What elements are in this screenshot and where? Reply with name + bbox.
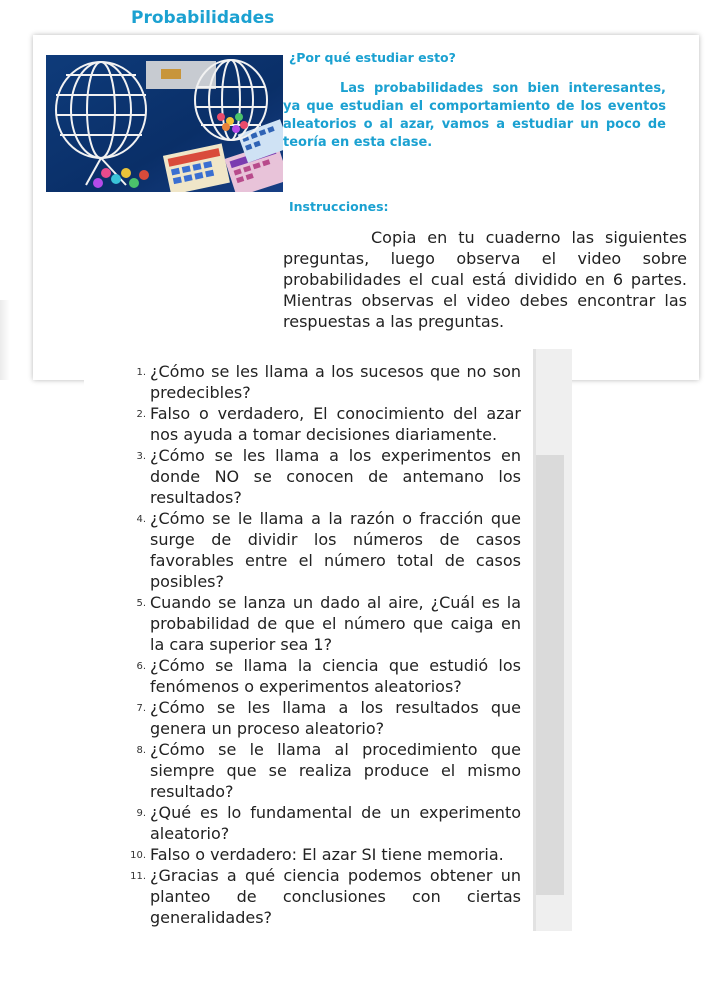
question-text: ¿Cómo se llama la ciencia que estudió los fenómenos o experimentos aleatorios? (150, 656, 521, 696)
scrollbar-thumb[interactable] (536, 455, 564, 895)
page-title: Probabilidades (131, 8, 275, 28)
question-number: 11. (130, 871, 146, 882)
instructions-text: Copia en tu cuaderno las siguientes preguntas, luego observa el video sobre probabilidades el cual está dividido en 6 partes. Mientras observas el video debes encontrar las respuestas a las preguntas. (283, 228, 687, 331)
question-text: ¿Cómo se le llama al procedimiento que siempre que se realiza produce el mismo resultado? (150, 740, 521, 801)
question-number: 1. (136, 367, 146, 378)
question-number: 4. (136, 514, 146, 525)
question-item (130, 865, 521, 928)
question-item (136, 739, 521, 802)
question-item (136, 403, 521, 445)
question-text: ¿Cómo se le llama a la razón o fracción que surge de dividir los números de casos favorables entre el número total de casos posibles? (150, 509, 521, 591)
question-text: ¿Cómo se les llama a los experimentos en donde NO se conocen de antemano los resultados? (150, 446, 521, 507)
left-shadow (0, 300, 10, 380)
question-number: 9. (136, 808, 146, 819)
bingo-cage-image (46, 55, 283, 192)
question-item (136, 445, 521, 508)
intro-card (33, 35, 699, 380)
question-number: 7. (136, 703, 146, 714)
why-heading: ¿Por qué estudiar esto? (289, 50, 456, 65)
why-text: Las probabilidades son bien interesantes, ya que estudian el comportamiento de los eventos aleatorios o al azar, vamos a estudiar un poco de teoría en esta clase. (283, 81, 666, 150)
question-text: ¿Gracias a qué ciencia podemos obtener un planteo de conclusiones con ciertas generalidades? (150, 866, 521, 927)
question-item (136, 655, 521, 697)
question-number: 10. (130, 850, 146, 861)
question-number: 5. (136, 598, 146, 609)
question-item (136, 697, 521, 739)
question-item (136, 802, 521, 844)
question-number: 3. (136, 451, 146, 462)
question-text: ¿Cómo se les llama a los resultados que genera un proceso aleatorio? (150, 698, 521, 738)
question-item (136, 592, 521, 655)
question-number: 8. (136, 745, 146, 756)
scrollbar[interactable] (536, 349, 572, 931)
question-item (130, 844, 521, 865)
question-text: ¿Qué es lo fundamental de un experimento aleatorio? (150, 803, 521, 843)
question-number: 6. (136, 661, 146, 672)
questions-list (130, 361, 521, 928)
question-text: Cuando se lanza un dado al aire, ¿Cuál es la probabilidad de que el número que caiga en la cara superior sea 1? (150, 593, 521, 654)
question-number: 2. (136, 409, 146, 420)
question-item (136, 361, 521, 403)
question-text: Falso o verdadero, El conocimiento del azar nos ayuda a tomar decisiones diariamente. (150, 404, 521, 444)
question-text: Falso o verdadero: El azar SI tiene memoria. (150, 845, 504, 864)
question-text: ¿Cómo se les llama a los sucesos que no son predecibles? (150, 362, 521, 402)
question-item (136, 508, 521, 592)
instructions-heading: Instrucciones: (289, 199, 389, 214)
